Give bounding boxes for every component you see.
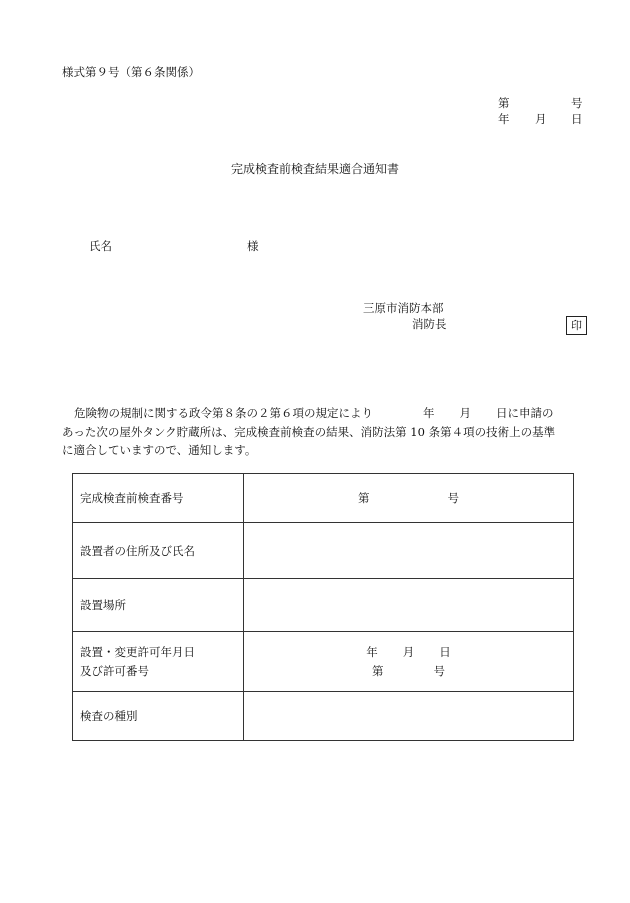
- table-row: [73, 579, 574, 632]
- permit-number-suffix: 号: [433, 663, 445, 678]
- permit-number-line: [244, 662, 573, 681]
- issue-date-month: 月: [535, 112, 547, 126]
- inspection-number-prefix: 第: [358, 491, 370, 505]
- table-row: [73, 632, 574, 692]
- permit-label-line-1: 設置・変更許可年月日: [80, 644, 195, 659]
- document-title: 完成検査前検査結果適合通知書: [230, 162, 399, 176]
- inspection-number-suffix: 号: [447, 491, 459, 505]
- issuer-organization: 三原市消防本部: [363, 301, 444, 315]
- table-row: [73, 523, 574, 579]
- permit-number-prefix: 第: [372, 663, 384, 678]
- body-line-2: あった次の屋外タンク貯蔵所は、完成検査前検査の結果、消防法第 10 条第４項の技術上の基準: [62, 424, 556, 439]
- document-number-prefix: 第: [498, 96, 510, 110]
- inspection-number-label: 完成検査前検査番号: [73, 474, 244, 523]
- body-line-1-day: 日に申請の: [496, 406, 554, 420]
- body-line-1-text: 危険物の規制に関する政令第８条の２第６項の規定により: [74, 406, 373, 420]
- permit-date-line: [244, 643, 573, 662]
- addressee-honorific: 様: [247, 239, 259, 253]
- installer-address-name-value: [244, 523, 574, 579]
- installation-location-label: 設置場所: [73, 579, 244, 632]
- installation-location-value: [244, 579, 574, 632]
- form-number: 様式第９号（第６条関係）: [62, 65, 200, 79]
- installer-address-name-label: 設置者の住所及び氏名: [73, 523, 244, 579]
- table-row: [73, 692, 574, 741]
- permit-date-number-value: [244, 632, 574, 692]
- table-row: [73, 474, 574, 523]
- issuer-title: 消防長: [412, 317, 447, 331]
- permit-date-day: 日: [439, 644, 451, 659]
- permit-label-line-2: 及び許可番号: [80, 663, 149, 678]
- issue-date-day: 日: [571, 112, 583, 126]
- inspection-number-value: [244, 474, 574, 523]
- seal-stamp-box: 印: [566, 316, 587, 335]
- inspection-type-value: [244, 692, 574, 741]
- notice-body: [62, 404, 586, 460]
- body-line-1: [62, 404, 586, 423]
- body-line-1-year: 年: [423, 406, 435, 420]
- document-number-suffix: 号: [571, 96, 583, 110]
- permit-date-month: 月: [402, 644, 415, 659]
- inspection-info-table: [72, 473, 574, 741]
- permit-date-year: 年: [366, 644, 378, 659]
- body-line-3: に適合していますので、通知します。: [62, 443, 257, 457]
- addressee-name-label: 氏名: [89, 239, 112, 253]
- permit-date-number-label: [73, 632, 244, 692]
- issue-date-year: 年: [498, 112, 510, 126]
- inspection-type-label: 検査の種別: [73, 692, 244, 741]
- body-line-1-month: 月: [459, 406, 471, 420]
